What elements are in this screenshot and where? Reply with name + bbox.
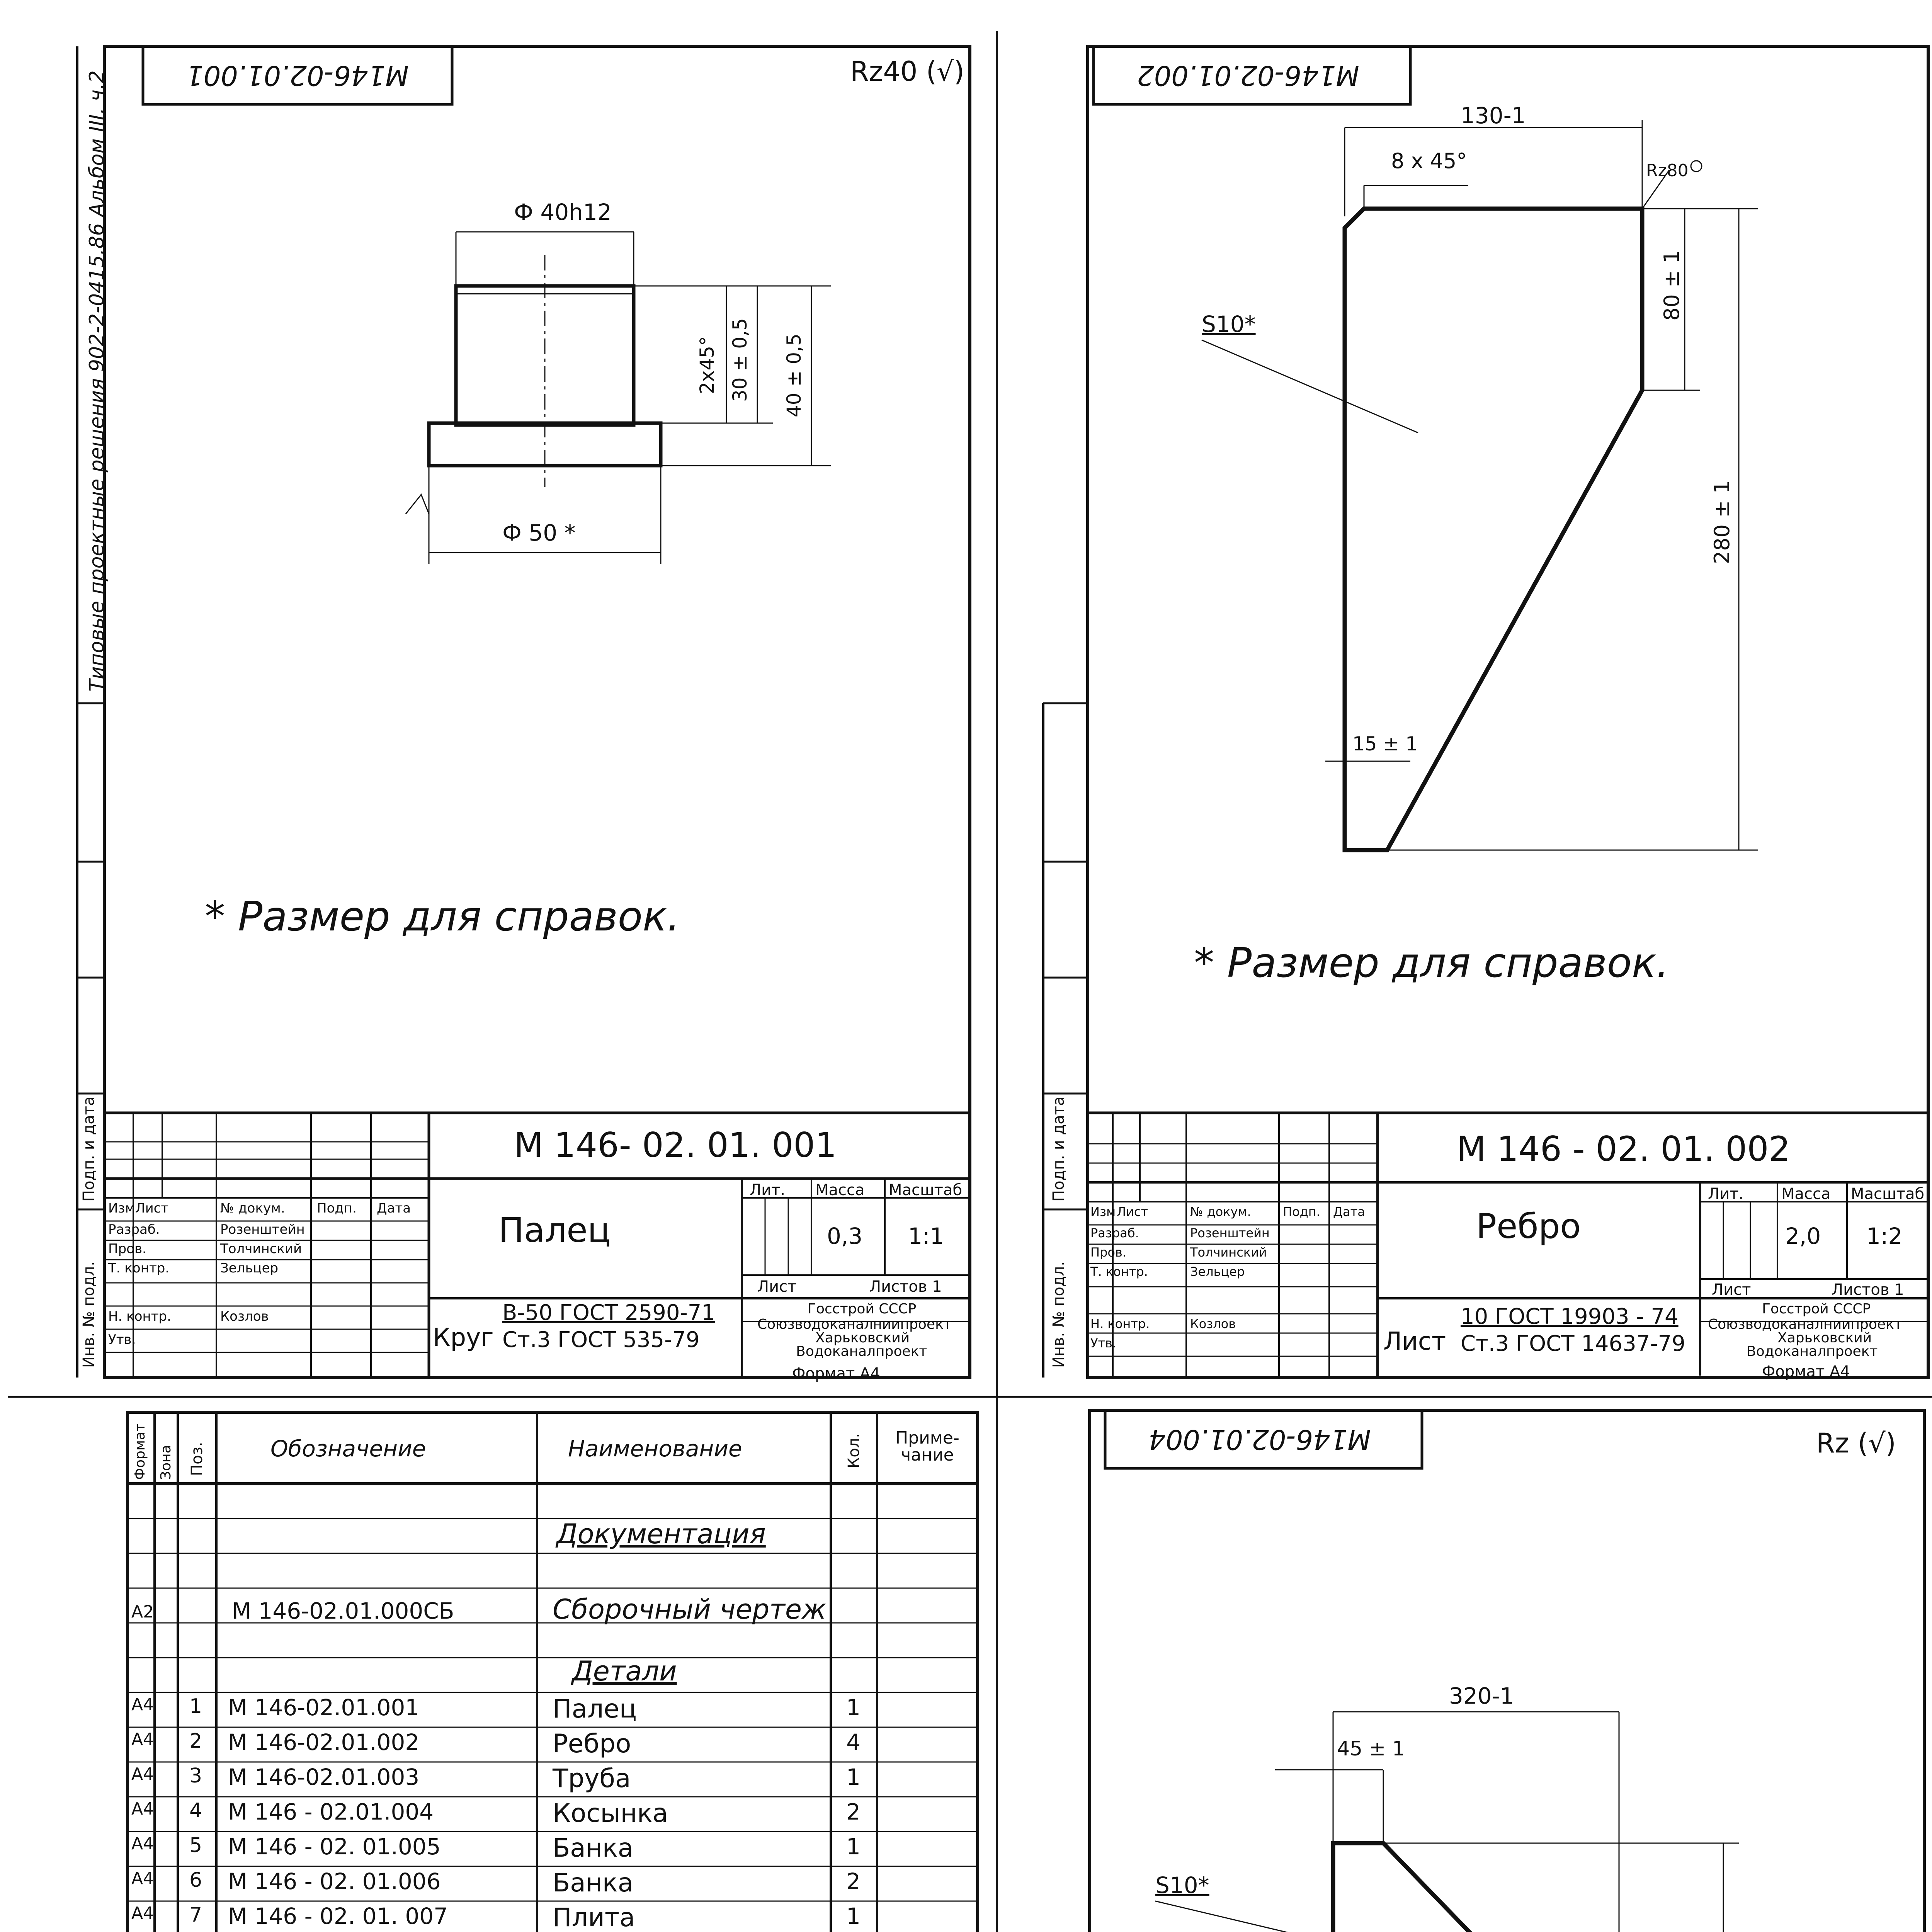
sheet1-nkontr: Н. контр. bbox=[108, 1309, 171, 1324]
sheet2-note: * Размер для справок. bbox=[1194, 939, 1669, 986]
sheet1-note: * Размер для справок. bbox=[205, 893, 680, 940]
sheet2-razrab: Разраб. bbox=[1090, 1226, 1139, 1240]
sheet2-list: Лист bbox=[1117, 1204, 1148, 1219]
sheet2-org2: Союзводоканалниипроект bbox=[1708, 1316, 1902, 1332]
sheet2-lit-label: Лит. bbox=[1708, 1185, 1744, 1203]
sheet2-scale: 1:2 bbox=[1866, 1223, 1903, 1249]
sheet1-podp: Подп. bbox=[317, 1201, 357, 1216]
sheet1-org4: Водоканалпроект bbox=[796, 1344, 927, 1359]
sheet4-roughness: Rz (√) bbox=[1816, 1427, 1896, 1459]
sheet1-tkontr: Т. контр. bbox=[108, 1260, 170, 1276]
sheet1-name2: Зельцер bbox=[220, 1260, 279, 1276]
spec-row-designation: М 146-02.01.001 bbox=[228, 1694, 420, 1721]
spec-row-name: Косынка bbox=[553, 1798, 668, 1828]
sheet1-mass: 0,3 bbox=[827, 1223, 863, 1249]
spec-row-name: Банка bbox=[553, 1833, 634, 1863]
sheet2-data: Дата bbox=[1333, 1204, 1365, 1219]
spec-row-format: А4 bbox=[131, 1695, 154, 1714]
spec-row-qty: 2 bbox=[846, 1799, 861, 1825]
spec-row-format: А4 bbox=[131, 1869, 154, 1888]
spec-row-qty: 1 bbox=[846, 1833, 861, 1860]
sheet1-mass-label: Масса bbox=[815, 1181, 865, 1199]
sheet2-scale-label: Масштаб bbox=[1851, 1185, 1925, 1203]
sheet2-dim-bottom: 15 ± 1 bbox=[1352, 733, 1418, 755]
sheet1-izm: Изм bbox=[108, 1201, 135, 1216]
sheet2-izm: Изм bbox=[1090, 1204, 1116, 1219]
spec-section-doc: Документация bbox=[556, 1518, 766, 1550]
spec-row-pos: 3 bbox=[189, 1764, 202, 1787]
sheet2-dim-w: 130-1 bbox=[1461, 102, 1526, 129]
sheet2-roughness: Rz80 bbox=[1646, 161, 1689, 180]
sheet1-format: Формат А4 bbox=[792, 1365, 880, 1383]
spec-row-format: А4 bbox=[131, 1834, 154, 1854]
sheet1-dim-dbase: Ф 50 * bbox=[502, 520, 576, 546]
sheet2-name0: Розенштейн bbox=[1190, 1226, 1270, 1240]
sheet2-mass-label: Масса bbox=[1781, 1185, 1831, 1203]
sheet2-dim-s: S10* bbox=[1202, 311, 1256, 337]
spec-hdr-zone: Зона bbox=[158, 1445, 174, 1480]
sheet1-name0: Розенштейн bbox=[220, 1222, 305, 1237]
sheet2-org3: Харьковский bbox=[1777, 1330, 1872, 1346]
sheet1-name1: Толчинский bbox=[220, 1241, 302, 1257]
spec-row-pos: 5 bbox=[189, 1834, 202, 1857]
album-title: Типовые проектные решения 902-2-0415.86 Альбом III, ч.2 bbox=[85, 70, 109, 692]
sheet1-code: М 146- 02. 01. 001 bbox=[514, 1125, 837, 1165]
spec-row-name: Палец bbox=[553, 1694, 637, 1724]
spec-hdr-pos: Поз. bbox=[188, 1442, 206, 1476]
spec-doc-format: А2 bbox=[131, 1602, 154, 1622]
spec-doc-name: Сборочный чертеж bbox=[553, 1594, 827, 1625]
sheet2-dim-h1: 80 ± 1 bbox=[1660, 250, 1684, 321]
spec-section-parts: Детали bbox=[572, 1655, 677, 1687]
sheet2-material-bottom: Ст.3 ГОСТ 14637-79 bbox=[1461, 1331, 1685, 1356]
sheet1-roughness: Rz40 (√) bbox=[850, 56, 964, 87]
spec-row-name: Плита bbox=[553, 1903, 635, 1932]
sheet2-rotated-code: М146-02.01.002 bbox=[1137, 60, 1359, 91]
sheet2-utv: Утв. bbox=[1090, 1336, 1117, 1350]
spec-hdr-designation: Обозначение bbox=[270, 1435, 426, 1462]
sheet2-mass: 2,0 bbox=[1785, 1223, 1821, 1249]
sheet4-rotated-code: М146-02.01.004 bbox=[1148, 1423, 1371, 1455]
sheet1-dim-h2: 40 ± 0,5 bbox=[783, 333, 805, 417]
sheet2-org4: Водоканалпроект bbox=[1747, 1344, 1878, 1359]
sheet1-data: Дата bbox=[377, 1201, 411, 1216]
spec-row-qty: 1 bbox=[846, 1764, 861, 1790]
spec-row-designation: М 146 - 02. 01.005 bbox=[228, 1833, 441, 1860]
sheet2-list-label: Лист bbox=[1712, 1281, 1751, 1299]
sheet1-org2: Союзводоканалниипроект bbox=[757, 1316, 952, 1332]
sheet1-rotated-code: М146-02.01.001 bbox=[186, 60, 409, 91]
spec-row-pos: 6 bbox=[189, 1869, 202, 1892]
spec-row-pos: 2 bbox=[189, 1730, 202, 1753]
spec-row-format: А4 bbox=[131, 1730, 154, 1749]
sheet4-dim-top: 45 ± 1 bbox=[1337, 1737, 1405, 1760]
sheet1-sheets: Листов 1 bbox=[869, 1278, 942, 1296]
spec-row-qty: 1 bbox=[846, 1694, 861, 1721]
spec-row-qty: 2 bbox=[846, 1868, 861, 1895]
spec-row-format: А4 bbox=[131, 1799, 154, 1819]
spec-hdr-format: Формат bbox=[132, 1423, 148, 1480]
spec-row-pos: 4 bbox=[189, 1799, 202, 1822]
sheet1-material-bottom: Ст.3 ГОСТ 535-79 bbox=[502, 1327, 700, 1352]
sheet1-name: Палец bbox=[498, 1210, 611, 1250]
sheet2-tkontr: Т. контр. bbox=[1090, 1264, 1148, 1279]
sheet2-podp: Подп. bbox=[1283, 1204, 1320, 1219]
sheet4-dim-w: 320-1 bbox=[1449, 1683, 1514, 1709]
spec-row-designation: М 146 - 02.01.004 bbox=[228, 1799, 434, 1825]
spec-hdr-note: Приме-чание bbox=[895, 1428, 959, 1465]
spec-row-pos: 7 bbox=[189, 1903, 202, 1927]
spec-row-pos: 1 bbox=[189, 1695, 202, 1718]
sheet2-name2: Зельцер bbox=[1190, 1264, 1245, 1279]
sheet1-razrab: Разраб. bbox=[108, 1222, 160, 1237]
sheet1-material-top: В-50 ГОСТ 2590-71 bbox=[502, 1300, 716, 1325]
sheet1-org1: Госстрой СССР bbox=[808, 1301, 917, 1317]
spec-row-designation: М 146 - 02. 01.006 bbox=[228, 1868, 441, 1895]
sheet2-side-inv: Инв. № подл. bbox=[1050, 1261, 1068, 1368]
sheet1-list: Лист bbox=[135, 1201, 169, 1216]
spec-row-name: Труба bbox=[553, 1764, 631, 1793]
sheet2-sheets: Листов 1 bbox=[1832, 1281, 1904, 1299]
sheet1-dim-h1: 30 ± 0,5 bbox=[729, 318, 751, 402]
sheet4-dim-s: S10* bbox=[1155, 1872, 1209, 1898]
sheet1-dim-chamfer: 2х45° bbox=[696, 336, 718, 394]
sheet1-scale: 1:1 bbox=[908, 1223, 944, 1249]
sheet2-material-prefix: Лист bbox=[1383, 1327, 1446, 1356]
spec-row-qty: 4 bbox=[846, 1729, 861, 1755]
sheet2-dim-h2: 280 ± 1 bbox=[1710, 480, 1734, 564]
sheet1-name3: Козлов bbox=[220, 1309, 269, 1324]
sheet2-name3: Козлов bbox=[1190, 1316, 1236, 1331]
spec-row-format: А4 bbox=[131, 1764, 154, 1784]
sheet1-list-label: Лист bbox=[757, 1278, 797, 1296]
sheet2-material-top: 10 ГОСТ 19903 - 74 bbox=[1461, 1304, 1679, 1329]
spec-row-designation: М 146-02.01.002 bbox=[228, 1729, 420, 1755]
spec-hdr-qty: Кол. bbox=[845, 1433, 863, 1468]
spec-row-name: Банка bbox=[553, 1868, 634, 1898]
spec-hdr-name: Наименование bbox=[568, 1435, 742, 1462]
sheet2-prov: Пров. bbox=[1090, 1245, 1126, 1260]
sheet1-material-prefix: Круг bbox=[433, 1323, 494, 1352]
sheet2-nkontr: Н. контр. bbox=[1090, 1316, 1150, 1331]
sheet1-ndok: № докум. bbox=[220, 1201, 285, 1216]
sheet2-name: Ребро bbox=[1476, 1206, 1581, 1246]
spec-row-designation: М 146 - 02. 01. 007 bbox=[228, 1903, 448, 1929]
sheet2-side-podp: Подп. и дата bbox=[1050, 1096, 1068, 1202]
spec-row-name: Ребро bbox=[553, 1729, 631, 1759]
spec-row-qty: 1 bbox=[846, 1903, 861, 1929]
spec-row-designation: М 146-02.01.003 bbox=[228, 1764, 420, 1790]
sheet1-side-podp: Подп. и дата bbox=[80, 1096, 98, 1202]
sheet1-scale-label: Масштаб bbox=[889, 1181, 963, 1199]
sheet1-dim-dtop: Ф 40h12 bbox=[514, 199, 612, 225]
sheet2-name1: Толчинский bbox=[1190, 1245, 1267, 1260]
sheet1-side-inv: Инв. № подл. bbox=[80, 1261, 98, 1368]
sheet1-utv: Утв. bbox=[108, 1332, 136, 1347]
sheet2-format: Формат А4 bbox=[1762, 1363, 1850, 1381]
spec-row-format: А4 bbox=[131, 1903, 154, 1923]
sheet2-dim-chamfer: 8 х 45° bbox=[1391, 149, 1467, 173]
sheet2-code: М 146 - 02. 01. 002 bbox=[1457, 1129, 1791, 1169]
sheet2-org1: Госстрой СССР bbox=[1762, 1301, 1871, 1317]
sheet1-prov: Пров. bbox=[108, 1241, 146, 1257]
sheet2-ndok: № докум. bbox=[1190, 1204, 1251, 1219]
sheet1-org3: Харьковский bbox=[815, 1330, 910, 1346]
sheet1-lit-label: Лит. bbox=[750, 1181, 786, 1199]
spec-doc-designation: М 146-02.01.000СБ bbox=[232, 1598, 454, 1624]
